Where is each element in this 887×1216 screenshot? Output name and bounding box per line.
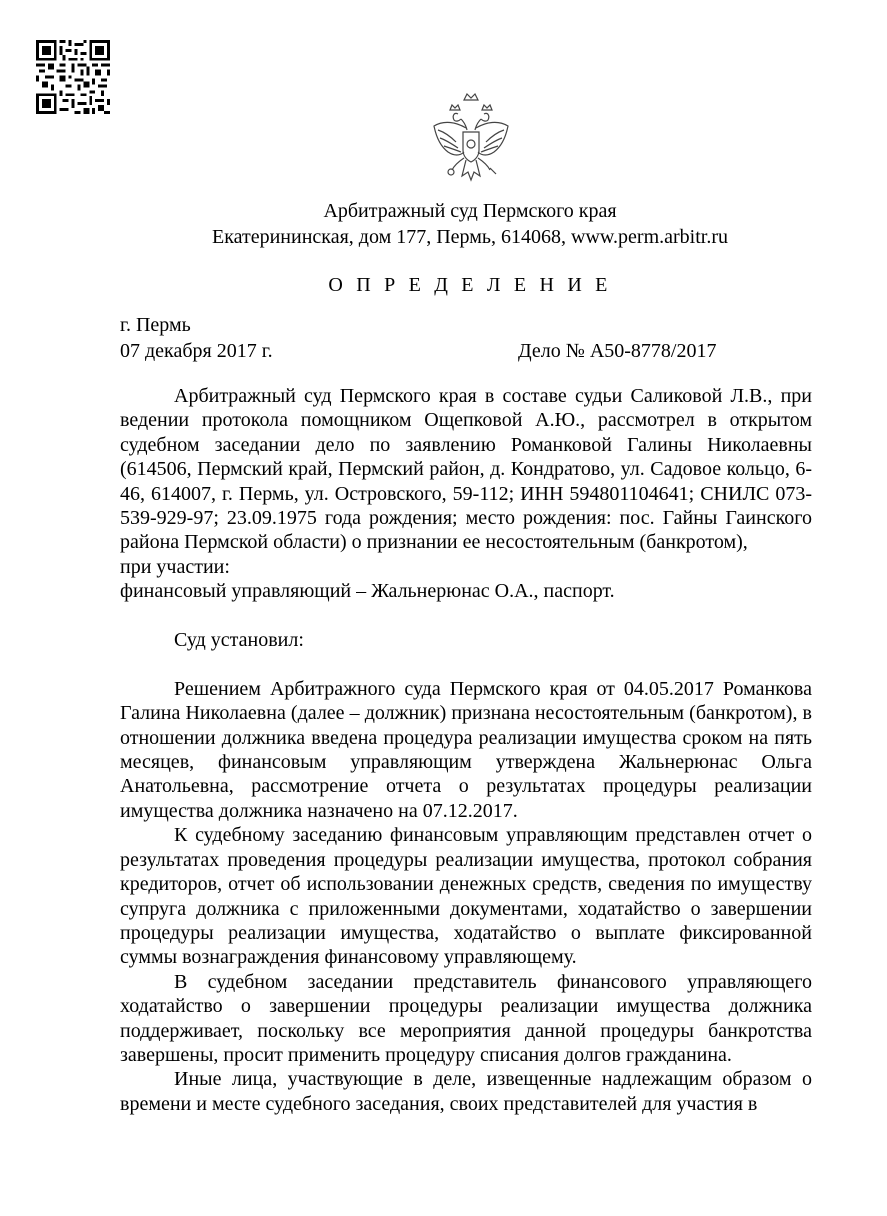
case-number: Дело № А50-8778/2017 <box>518 340 717 362</box>
document-city: г. Пермь <box>120 314 191 336</box>
paragraph-hearing: В судебном заседании представитель финансового управляющего ходатайство о завершении процедуры реализации имущества должника поддерживает, поскольку все мероприятия данной процедуры банкротства завершены, просит применить процедуру списания долгов гражданина. <box>120 970 812 1066</box>
date-case-row <box>120 338 820 364</box>
qr-code-icon <box>36 40 110 114</box>
court-header <box>120 198 820 250</box>
court-name: Арбитражный суд Пермского края <box>323 200 617 222</box>
coat-of-arms-icon <box>426 92 516 188</box>
paragraph-report: К судебному заседанию финансовым управляющим представлен отчет о результатах проведения процедуры реализации имущества, протокол собрания кредиторов, отчет об использовании денежных средств, сведения по имуществу супруга должника с приложенными документами, ходатайство о завершении процедуры реализации имущества, ходатайство о выплате фиксированной суммы вознаграждения финансовому управляющему. <box>120 824 812 969</box>
city-row <box>120 312 820 338</box>
paragraph-participant: финансовый управляющий – Жальнерюнас О.А., паспорт. <box>120 580 615 603</box>
document-meta <box>120 312 820 364</box>
paragraph-intro: Арбитражный суд Пермского края в составе судьи Саликовой Л.В., при ведении протокола помощником Ощепковой А.Ю., рассмотрел в открытом судебном заседании дело по заявлению Романковой Галины Николаевны (614506, Пермский край, Пермский район, д. Кондратово, ул. Садовое кольцо, 6-46, 614007, г. Пермь, ул. Островского, 59-112; ИНН 594801104641; СНИЛС 073-539-929-97; 23.09.1975 года рождения; место рождения: пос. Гайны Гаинского района Пермской области) о признании ее несостоятельным (банкротом), <box>120 385 812 554</box>
document-title: О П Р Е Д Е Л Е Н И Е <box>328 274 612 296</box>
document-body <box>120 384 812 1116</box>
paragraph-participation-label: при участии: <box>120 555 230 578</box>
document-date: 07 декабря 2017 г. <box>120 340 273 362</box>
paragraph-other-parties: Иные лица, участвующие в деле, извещенные надлежащим образом о времени и месте судебного заседания, своих представителей для участия в <box>120 1068 812 1115</box>
paragraph-decision: Решением Арбитражного суда Пермского края от 04.05.2017 Романкова Галина Николаевна (далее – должник) признана несостоятельным (банкротом), в отношении должника введена процедура реализации имущества сроком на пять месяцев, финансовым управляющим утверждена Жальнерюнас Ольга Анатольевна, рассмотрение отчета о результатах процедуры реализации имущества должника назначено на 07.12.2017. <box>120 677 812 822</box>
paragraph-court-established: Суд установил: <box>174 629 304 652</box>
court-address: Екатерининская, дом 177, Пермь, 614068, www.perm.arbitr.ru <box>211 226 729 248</box>
